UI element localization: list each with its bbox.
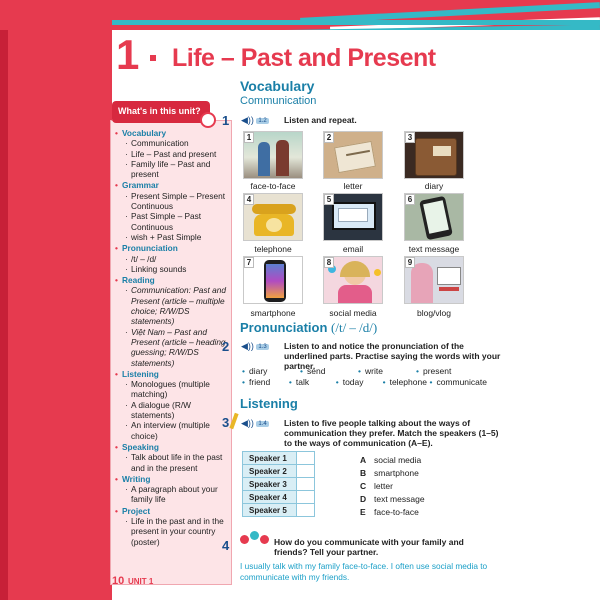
option-key: A [360,455,367,465]
smartphone-picture [243,256,303,304]
left-band [0,30,112,600]
diary-picture [404,131,464,179]
pronunciation-phonemes: (/t/ – /d/) [331,320,378,335]
overview-item: · Life in the past and in the present in your country (poster) [113,516,231,547]
picture-caption: text message [408,244,460,254]
option-item [360,480,425,493]
picture-number: 3 [405,132,415,143]
word-item: • communicate [429,377,487,388]
option-item [360,506,425,519]
vocabulary-heading: Vocabulary [240,78,315,94]
option-item [360,493,425,506]
letter-picture [323,131,383,179]
text-message-picture [404,193,464,241]
picture-caption: telephone [254,244,292,254]
option-text: text message [374,494,425,504]
pronunciation-title: Pronunciation [240,320,328,335]
blog-vlog-picture [404,256,464,304]
overview-section-title: • Project [113,506,231,516]
picture-caption: diary [424,181,444,191]
answer-box[interactable] [297,465,315,478]
picture-caption: face-to-face [250,181,296,191]
picture-number: 5 [324,194,334,205]
option-item [360,467,425,480]
speaker-label: Speaker 4 [243,491,297,504]
overview-item: · An interview (multiple choice) [113,420,231,441]
page-number: 10 [112,575,125,587]
picture-number: 2 [324,132,334,143]
speaker-label: Speaker 3 [243,478,297,491]
picture-number: 6 [405,194,415,205]
overview-item: · Family life – Past and present [113,159,231,180]
pair-work-icon [238,531,270,549]
unit-overview-list [113,127,231,547]
option-text: face-to-face [374,507,419,517]
header-stripe [112,20,600,25]
overview-section-title: • Speaking [113,442,231,452]
unit-number: 1 [116,31,140,78]
telephone-picture [243,193,303,241]
picture-caption: email [342,244,364,254]
unit-title: Life – Past and Present [172,44,436,72]
table-row [243,452,315,465]
option-text: smartphone [374,468,419,478]
unit-dot [150,55,156,61]
audio-icon[interactable]: ◀)) 1.2 [241,115,267,125]
exercise-instruction: Listen to and notice the pronunciation of the underlined parts. Practise saying the words with your partner. [284,341,501,371]
social-media-picture [323,256,383,304]
audio-icon[interactable]: ◀)) 1.4 [241,418,267,428]
speaker-label: Speaker 1 [243,452,297,465]
overview-section-title: • Vocabulary [113,128,231,138]
word-row [242,366,487,377]
listening-heading: Listening [240,396,298,411]
overview-item: · Life – Past and present [113,149,231,159]
answer-box[interactable] [297,452,315,465]
exercise-number: 1 [222,113,230,128]
word-item: • friend [242,377,289,388]
answer-box[interactable] [297,491,315,504]
pronunciation-heading [240,320,377,336]
unit-overview-heading: What's in this unit? [112,101,210,123]
overview-item: · wish + Past Simple [113,232,231,242]
exercise-number: 4 [222,538,230,553]
track-number: 1.3 [258,343,267,350]
word-item: • diary [242,366,300,377]
word-item: • talk [289,377,336,388]
speaker-matching-table [242,451,315,517]
exercise-instruction: Listen and repeat. [284,115,357,125]
audio-icon[interactable]: ◀)) 1.3 [241,341,267,351]
word-item: • today [336,377,383,388]
picture-caption: blog/vlog [416,308,452,318]
picture-caption: smartphone [250,308,296,318]
picture-caption: social media [329,308,377,318]
table-row [243,504,315,517]
option-text: social media [374,455,422,465]
overview-section-title: • Grammar [113,180,231,190]
overview-item: · /t/ – /d/ [113,254,231,264]
option-key: C [360,481,367,491]
overview-item: · Linking sounds [113,264,231,274]
picture-caption: letter [343,181,363,191]
option-key: D [360,494,367,504]
overview-section-title: • Writing [113,474,231,484]
track-number: 1.4 [258,420,267,427]
table-row [243,478,315,491]
option-item [360,454,425,467]
overview-item: · Monologues (multiple matching) [113,379,231,400]
overview-section-title: • Pronunciation [113,243,231,253]
exercise-number: 2 [222,339,230,354]
overview-item: · Past Simple – Past Continuous [113,211,231,232]
overview-section-title: • Reading [113,275,231,285]
picture-number: 8 [324,257,334,268]
overview-item: · Communication [113,138,231,148]
overview-item: · Present Simple – Present Continuous [113,191,231,212]
email-picture [323,193,383,241]
overview-item: · A dialogue (R/W statements) [113,400,231,421]
overview-item: · Communication: Past and Present (article – multiple choice; R/W/DS statements) [113,285,231,326]
option-key: B [360,468,367,478]
option-key: E [360,507,366,517]
vocabulary-subheading: Communication [240,95,317,107]
answer-box[interactable] [297,504,315,517]
word-item: • telephone [383,377,430,388]
option-text: letter [374,481,393,491]
exercise-instruction: How do you communicate with your family and friends? Tell your partner. [274,537,464,557]
left-band-edge [0,30,8,600]
word-item: • send [300,366,358,377]
table-row [243,491,315,504]
sample-answer: I usually talk with my family face-to-face. I often use social media to communicate with my friends. [240,561,488,582]
speaker-label: Speaker 5 [243,504,297,517]
table-row [243,465,315,478]
word-item: • present [416,366,474,377]
paint-splash-icon [200,112,216,128]
picture-number: 9 [405,257,415,268]
track-number: 1.2 [258,117,267,124]
pronunciation-word-list [242,366,487,388]
exercise-instruction: Listen to five people talking about the ways of communication they prefer. Match the speakers (1–5) to the ways of communication (A–E). [284,418,499,448]
word-item: • write [358,366,416,377]
answer-box[interactable] [297,478,315,491]
face-to-face-picture [243,131,303,179]
picture-number: 1 [244,132,254,143]
speaker-label: Speaker 2 [243,465,297,478]
overview-item: · A paragraph about your family life [113,484,231,505]
overview-item: · Việt Nam – Past and Present (article – heading guessing; R/W/DS statements) [113,327,231,368]
overview-item: · Talk about life in the past and in the present [113,452,231,473]
communication-options [360,454,425,519]
unit-label: UNIT 1 [128,577,154,586]
word-row [242,377,487,388]
overview-section-title: • Listening [113,369,231,379]
picture-number: 4 [244,194,254,205]
picture-number: 7 [244,257,254,268]
exercise-number: 3 [222,415,230,430]
